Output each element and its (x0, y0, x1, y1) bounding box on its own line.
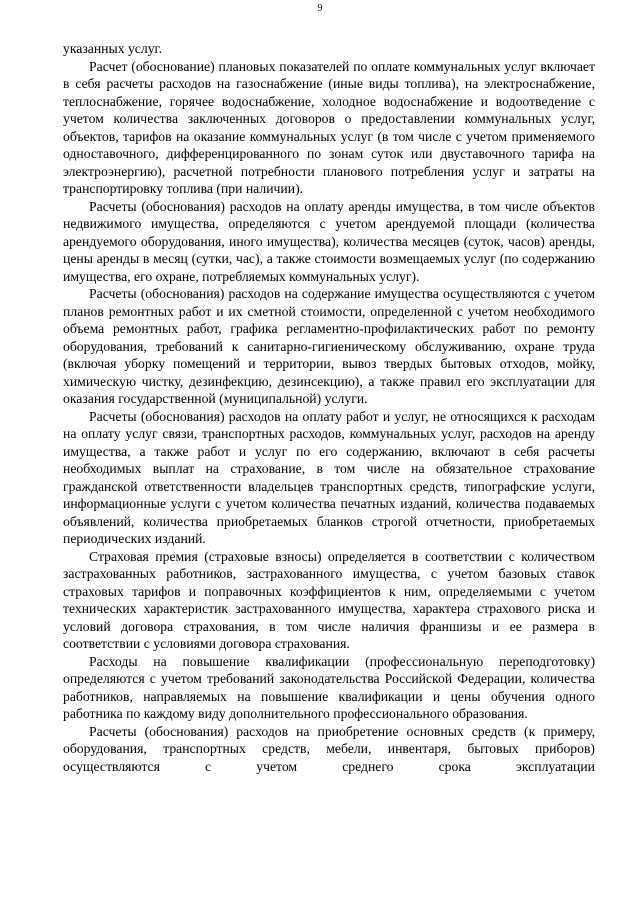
paragraph-other-services: Расчеты (обоснования) расходов на оплату работ и услуг, не относящихся к расходам на оплату услуг связи, транспортных расходов, коммунальных услуг, расходов на аренду имущества, а также работ и услуг по его содержанию, включают в себя расчеты необходимых выплат на страхование, в том числе на обязательное страхование гражданской ответственности владельцев транспортных средств, типографские услуги, информационные услуги с учетом количества печатных изданий, количества подаваемых объявлений, количества приобретаемых бланков строгой отчетности, приобретаемых периодических изданий. (63, 408, 595, 546)
page-number: 9 (317, 3, 323, 14)
paragraph-maintenance: Расчеты (обоснования) расходов на содержание имущества осуществляются с учетом планов ремонтных работ и их сметной стоимости, определенной с учетом необходимого объема ремонтных работ, графика регламентно-профилактических работ по ремонту оборудования, требований к санитарно-гигиеническому обслуживанию, охране труда (включая уборку помещений и территории, вывоз твердых бытовых отходов, мойку, химическую чистку, дезинфекцию, дезинсекцию), а также правил его эксплуатации для оказания государственной (муниципальной) услуги. (63, 286, 595, 406)
paragraph-training: Расходы на повышение квалификации (профессиональную переподготовку) определяются с учетом требований законодательства Российской Федерации, количества работников, направляемых на повышение квалификации и цены обучения одного работника по каждому виду дополнительного профессионального образования. (63, 653, 595, 721)
paragraph-fixed-assets: Расчеты (обоснования) расходов на приобретение основных средств (к примеру, оборудования, транспортных средств, мебели, инвентаря, бытовых приборов) осуществляются с учетом среднего срока эксплуатации (63, 723, 595, 774)
paragraph-rent: Расчеты (обоснования) расходов на оплату аренды имущества, в том числе объектов недвижимого имущества, определяются с учетом арендуемой площади (количества арендуемого оборудования, иного имущества), количества месяцев (суток, часов) аренды, цены аренды в месяц (сутки, час), а также стоимости возмещаемых услуг (по содержанию имущества, его охране, потребляемых коммунальных услуг). (63, 198, 595, 284)
paragraph-utilities: Расчет (обоснование) плановых показателей по оплате коммунальных услуг включает в себя расчеты расходов на газоснабжение (иные виды топлива), на электроснабжение, теплоснабжение, горячее водоснабжение, холодное водоснабжение и водоотведение с учетом количества заключенных договоров о предоставлении коммунальных услуг, объектов, тарифов на оказание коммунальных услуг (в том числе с учетом применяемого одноставочного, дифференцированного по зонам суток или двуставочного тарифа на электроэнергию), расчетной потребности планового потребления услуг и затраты на транспортировку топлива (при наличии). (63, 58, 595, 196)
document-body (63, 40, 595, 775)
paragraph-insurance: Страховая премия (страховые взносы) определяется в соответствии с количеством застрахованных работников, застрахованного имущества, с учетом базовых ставок страховых тарифов и поправочных коэффициентов к ним, определяемыми с учетом технических характеристик застрахованного имущества, характера страхового риска и условий договора страхования, в том числе наличия франшизы и ее размера в соответствии с условиями договора страхования. (63, 548, 595, 651)
paragraph-continuation: указанных услуг. (63, 41, 163, 56)
